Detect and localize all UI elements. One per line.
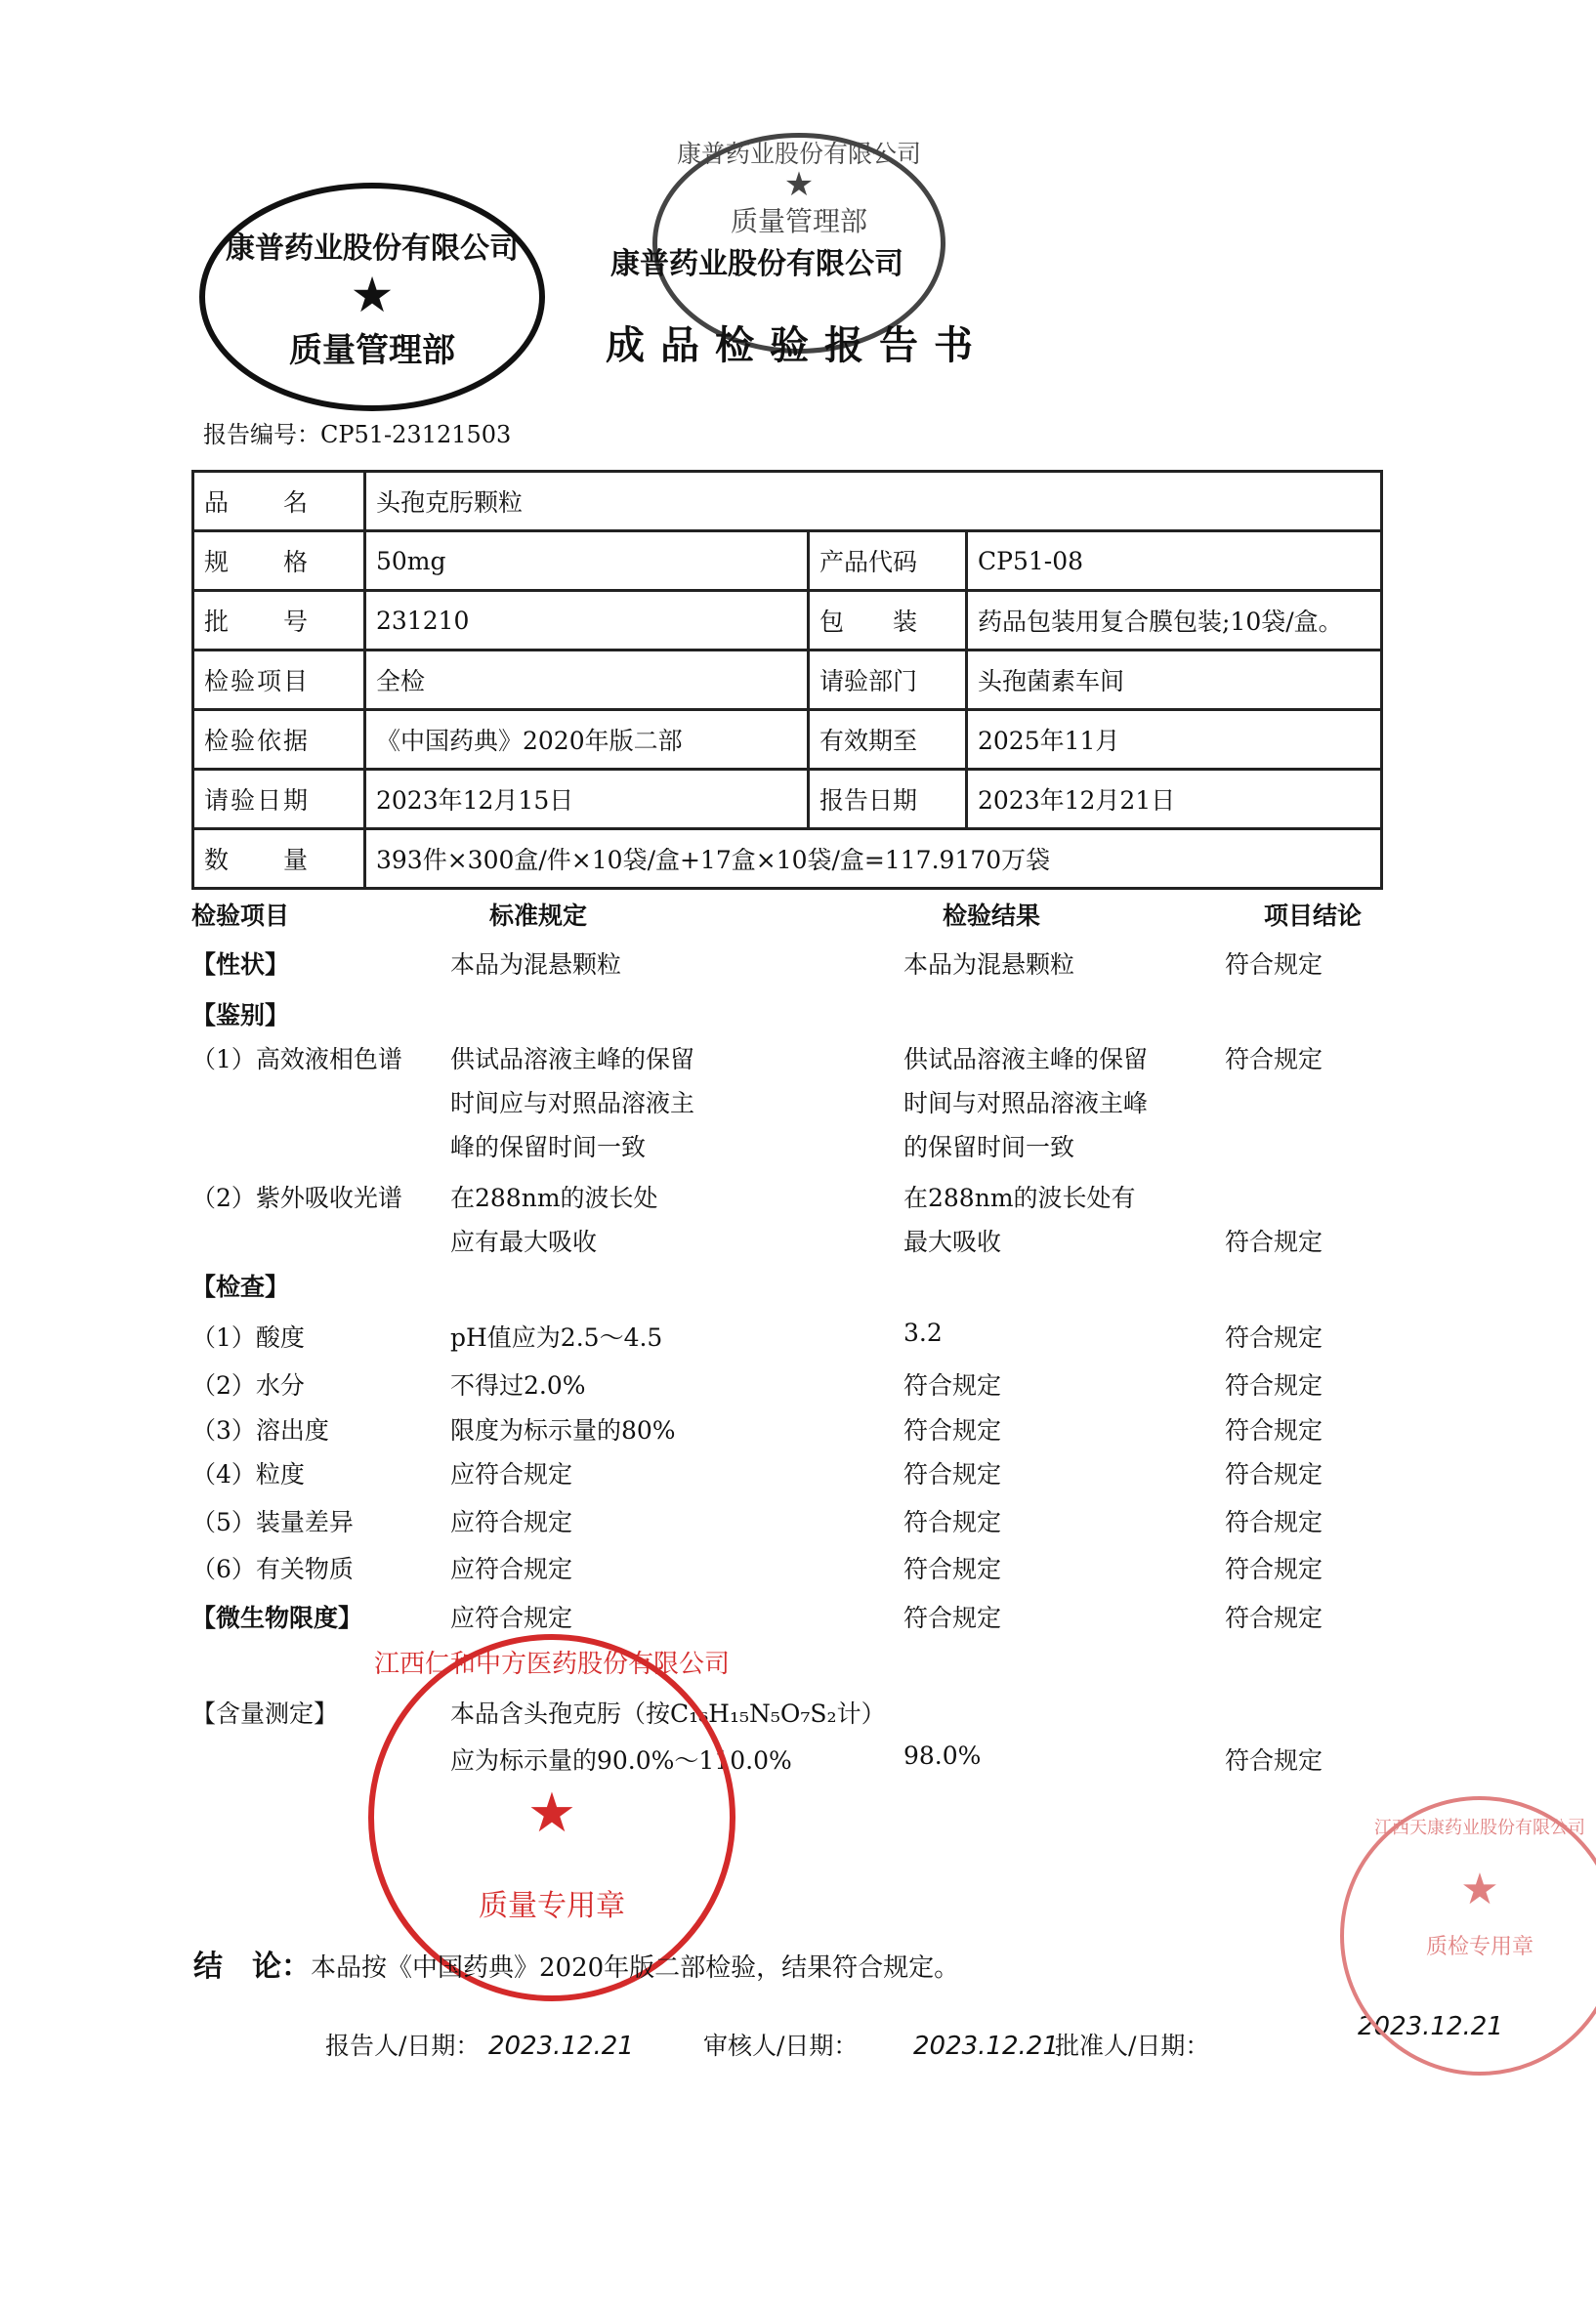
result-con: 符合规定 bbox=[1225, 1045, 1323, 1073]
product-name-label: 品 名 bbox=[193, 472, 365, 531]
conclusion-label: 结 论： bbox=[193, 1950, 311, 1984]
report-title: 成品检验报告书 bbox=[606, 322, 988, 368]
result-con: 符合规定 bbox=[1225, 1460, 1323, 1489]
stamp-center-text: 质量管理部 bbox=[289, 330, 455, 370]
result-item: 【检查】 bbox=[191, 1273, 290, 1301]
product-name: 头孢克肟颗粒 bbox=[365, 472, 1382, 531]
reviewer-signature-date: 2023.12.21 bbox=[913, 2032, 1059, 2061]
result-item: （4）粒度 bbox=[191, 1460, 305, 1489]
report-number-label: 报告编号： bbox=[203, 421, 320, 448]
quantity-label: 数 量 bbox=[193, 829, 365, 889]
results-header-cell: 项目结论 bbox=[1264, 902, 1363, 930]
stamp-center-text: 质量管理部 bbox=[730, 205, 867, 237]
report-number-value: CP51-23121503 bbox=[320, 421, 512, 448]
result-std: 应符合规定 bbox=[450, 1460, 573, 1489]
expiry-label: 有效期至 bbox=[809, 710, 967, 770]
stamp-center-text: 质量专用章 bbox=[479, 1889, 625, 1923]
spec-label: 规 格 bbox=[193, 531, 365, 591]
result-con: 符合规定 bbox=[1225, 1555, 1323, 1583]
star-icon: ★ bbox=[526, 1782, 577, 1845]
stamp-ring-text: 康普药业股份有限公司 bbox=[676, 140, 921, 168]
result-item: （6）有关物质 bbox=[191, 1555, 354, 1583]
dept: 头孢菌素车间 bbox=[967, 650, 1382, 710]
code-label: 产品代码 bbox=[809, 531, 967, 591]
result-std: 应符合规定 bbox=[450, 1508, 573, 1536]
result-res: 符合规定 bbox=[903, 1416, 1002, 1445]
quantity: 393件×300盒/件×10袋/盒+17盒×10袋/盒=117.9170万袋 bbox=[365, 829, 1382, 889]
stamp-center-text: 质检专用章 bbox=[1425, 1935, 1533, 1959]
report-date: 2023年12月21日 bbox=[967, 770, 1382, 829]
star-icon: ★ bbox=[783, 165, 815, 204]
package: 药品包装用复合膜包装;10袋/盒。 bbox=[967, 591, 1382, 650]
basis: 《中国药典》2020年版二部 bbox=[365, 710, 809, 770]
reporter-label: 报告人/日期： bbox=[325, 2032, 481, 2060]
approver-label: 批准人/日期： bbox=[1055, 2032, 1210, 2060]
result-res: 符合规定 bbox=[903, 1460, 1002, 1489]
result-res: 符合规定 bbox=[903, 1604, 1002, 1632]
expiry: 2025年11月 bbox=[967, 710, 1382, 770]
qa-stamp-1 bbox=[199, 183, 545, 411]
dept-label: 请验部门 bbox=[809, 650, 967, 710]
item-label: 检验项目 bbox=[193, 650, 365, 710]
result-item: （5）装量差异 bbox=[191, 1508, 354, 1536]
result-item: （2）紫外吸收光谱 bbox=[191, 1184, 402, 1212]
results-header-cell: 标准规定 bbox=[489, 902, 588, 930]
result-res: 3.2 bbox=[903, 1319, 943, 1347]
package-label: 包 装 bbox=[809, 591, 967, 650]
assay-standard-2: 应为标示量的90.0%～110.0% bbox=[450, 1746, 792, 1775]
basis-label: 检验依据 bbox=[193, 710, 365, 770]
result-res: 时间与对照品溶液主峰 bbox=[903, 1089, 1149, 1117]
request-date: 2023年12月15日 bbox=[365, 770, 809, 829]
request-date-label: 请验日期 bbox=[193, 770, 365, 829]
result-std: 供试品溶液主峰的保留 bbox=[450, 1045, 695, 1073]
reviewer-label: 审核人/日期： bbox=[703, 2032, 859, 2060]
results-header-cell: 检验结果 bbox=[943, 902, 1041, 930]
result-std: 时间应与对照品溶液主 bbox=[450, 1089, 695, 1117]
stamp-ring-text: 江西天康药业股份有限公司 bbox=[1374, 1818, 1585, 1838]
result-item: （1）高效液相色谱 bbox=[191, 1045, 402, 1073]
result-res: 符合规定 bbox=[903, 1508, 1002, 1536]
result-res: 的保留时间一致 bbox=[903, 1133, 1075, 1161]
assay-result: 98.0% bbox=[903, 1741, 982, 1770]
result-con: 符合规定 bbox=[1225, 1371, 1323, 1400]
result-res: 供试品溶液主峰的保留 bbox=[903, 1045, 1149, 1073]
product-code: CP51-08 bbox=[967, 531, 1382, 591]
stamp-ring-text: 江西仁和中方医药股份有限公司 bbox=[374, 1650, 731, 1679]
assay-conclusion: 符合规定 bbox=[1225, 1746, 1323, 1775]
result-item: 【性状】 bbox=[191, 950, 290, 979]
result-con: 符合规定 bbox=[1225, 1604, 1323, 1632]
product-info-table bbox=[191, 470, 1383, 890]
star-icon: ★ bbox=[350, 266, 395, 323]
results-header-cell: 检验项目 bbox=[191, 902, 290, 930]
report-date-label: 报告日期 bbox=[809, 770, 967, 829]
result-item: （2）水分 bbox=[191, 1371, 305, 1400]
result-con: 符合规定 bbox=[1225, 1416, 1323, 1445]
spec: 50mg bbox=[365, 531, 809, 591]
result-std: 应有最大吸收 bbox=[450, 1228, 598, 1256]
result-con: 符合规定 bbox=[1225, 950, 1323, 979]
result-std: 应符合规定 bbox=[450, 1604, 573, 1632]
conclusion-text: 本品按《中国药典》2020年版二部检验，结果符合规定。 bbox=[311, 1953, 960, 1983]
result-item: 【微生物限度】 bbox=[191, 1604, 363, 1632]
result-item: （1）酸度 bbox=[191, 1323, 305, 1352]
result-std: 应符合规定 bbox=[450, 1555, 573, 1583]
result-item: （3）溶出度 bbox=[191, 1416, 329, 1445]
result-con: 符合规定 bbox=[1225, 1323, 1323, 1352]
result-res: 在288nm的波长处有 bbox=[903, 1184, 1136, 1212]
result-con: 符合规定 bbox=[1225, 1228, 1323, 1256]
result-item: 【鉴别】 bbox=[191, 1001, 290, 1029]
stamp-ring-text: 康普药业股份有限公司 bbox=[226, 231, 519, 266]
conclusion bbox=[193, 1942, 959, 1985]
result-std: 不得过2.0% bbox=[450, 1371, 586, 1400]
assay-item: 【含量测定】 bbox=[191, 1700, 339, 1728]
result-res: 本品为混悬颗粒 bbox=[903, 950, 1075, 979]
report-number bbox=[203, 415, 511, 449]
item: 全检 bbox=[365, 650, 809, 710]
approver-signature-date: 2023.12.21 bbox=[1358, 2012, 1503, 2041]
reporter-signature-date: 2023.12.21 bbox=[488, 2032, 634, 2061]
result-std: 峰的保留时间一致 bbox=[450, 1133, 647, 1161]
result-con: 符合规定 bbox=[1225, 1508, 1323, 1536]
result-res: 符合规定 bbox=[903, 1555, 1002, 1583]
result-std: 在288nm的波长处 bbox=[450, 1184, 658, 1212]
result-std: pH值应为2.5～4.5 bbox=[450, 1323, 663, 1352]
assay-standard-1: 本品含头孢克肟（按C₁₆H₁₅N₅O₇S₂计） bbox=[450, 1700, 886, 1728]
star-icon: ★ bbox=[1460, 1865, 1499, 1914]
batch: 231210 bbox=[365, 591, 809, 650]
company-name: 康普药业股份有限公司 bbox=[610, 247, 903, 281]
batch-label: 批 号 bbox=[193, 591, 365, 650]
result-std: 限度为标示量的80% bbox=[450, 1416, 676, 1445]
result-res: 符合规定 bbox=[903, 1371, 1002, 1400]
result-std: 本品为混悬颗粒 bbox=[450, 950, 622, 979]
result-res: 最大吸收 bbox=[903, 1228, 1002, 1256]
